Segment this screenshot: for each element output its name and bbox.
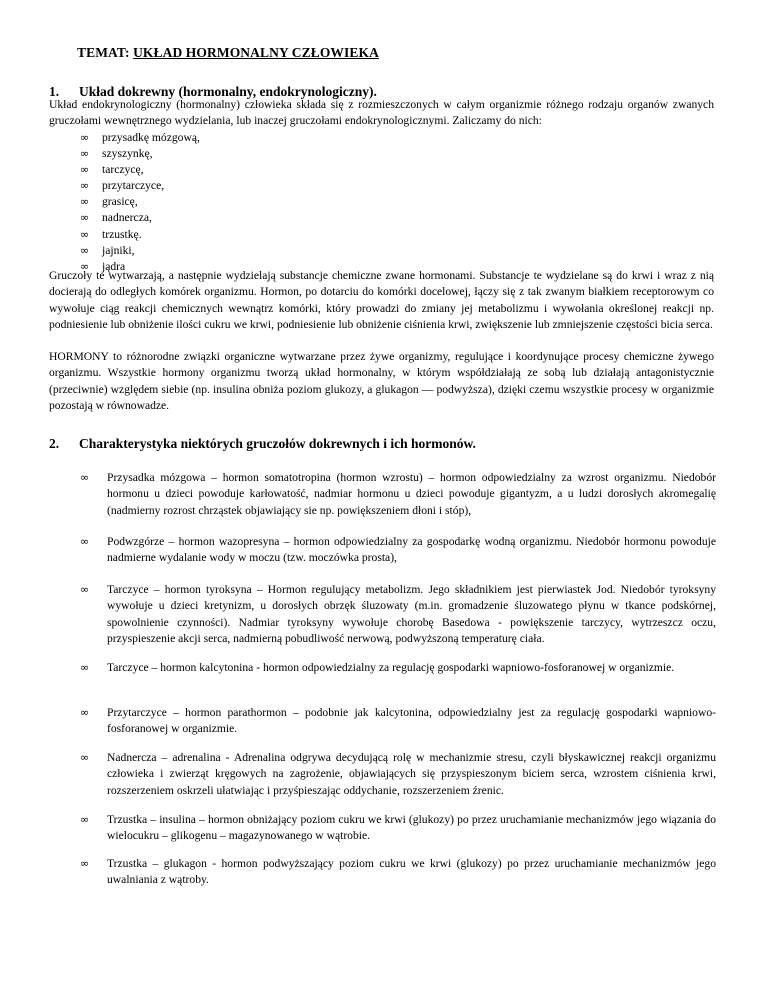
list-item — [80, 194, 380, 210]
infinity-bullet-icon: ∞ — [80, 661, 90, 674]
infinity-bullet-icon: ∞ — [80, 535, 90, 548]
infinity-bullet-icon: ∞ — [80, 147, 90, 161]
list-item — [80, 210, 380, 226]
title-prefix: TEMAT: — [77, 45, 134, 60]
list-item-text: tarczycę, — [102, 163, 144, 177]
section1-intro: Układ endokrynologiczny (hormonalny) człowieka składa się z rozmieszczonych w całym organizmie różnego rodzaju organów zwanych gruczołami wewnętrznego wydzielania, lub inaczej gruczołami endokrynologicznymi. Zaliczamy do nich: — [49, 98, 714, 128]
infinity-bullet-icon: ∞ — [80, 471, 90, 484]
section2-heading — [49, 436, 476, 452]
gland-list — [80, 130, 380, 275]
list-item-text: jajniki, — [102, 243, 135, 257]
infinity-bullet-icon: ∞ — [80, 751, 90, 764]
list-item — [80, 146, 380, 162]
list-item-text: Przytarczyce – hormon parathormon – podobnie jak kalcytonina, odpowiedzialny jest za regulację gospodarki wapniowo-fosforanowej w organizmie. — [107, 706, 716, 736]
title-main: UKŁAD HORMONALNY CZŁOWIEKA — [133, 45, 379, 60]
list-item-text: Tarczyce – hormon tyroksyna – Hormon regulujący metabolizm. Jego składnikiem jest pierwiastek Jod. Niedobór tyroksyny wywołuje u dzieci kretynizm, u dorosłych obrzęk śluzowaty (m.in. gromadzenie śluzowatego płynu w tkance podskórnej, spowolnienie czynności). Nadmiar tyroksyny wywołuje chorobę Basedowa - powiększenie tarczycy, wytrzeszcz oczu, przyspieszenie akcji serca, nadmierną pobudliwość nerwową, podwyższoną temperaturę ciała. — [107, 583, 716, 645]
list-item-text: jądra — [102, 259, 126, 273]
list-item-text: Nadnercza – adrenalina - Adrenalina odgrywa decydującą rolę w mechanizmie stresu, czyli błyskawicznej reakcji organizmu człowieka i zwierząt kręgowych na zagrożenie, objawiających się przyspieszonym biciem serca, wzrostem ciśnienia krwi, rozszerzeniem oskrzeli ułatwiając i przyśpieszając oddychanie, rozszerzeniem źrenic. — [107, 751, 716, 797]
section2-heading-text: Charakterystyka niektórych gruczołów dokrewnych i ich hormonów. — [79, 436, 476, 451]
document-title — [77, 45, 379, 61]
list-item-text: szyszynkę, — [102, 147, 153, 161]
list-item-text: przytarczyce, — [102, 179, 165, 193]
infinity-bullet-icon: ∞ — [80, 179, 90, 193]
list-item — [80, 178, 380, 194]
infinity-bullet-icon: ∞ — [80, 243, 90, 257]
infinity-bullet-icon: ∞ — [80, 163, 90, 177]
list-item-text: grasicę, — [102, 195, 138, 209]
infinity-bullet-icon: ∞ — [80, 131, 90, 144]
infinity-bullet-icon: ∞ — [80, 706, 90, 719]
list-item-text: Trzustka – glukagon - hormon podwyższający poziom cukru we krwi (glukozy) po przez uruchamianie mechanizmów jego uwalniania z wątroby. — [107, 857, 716, 887]
section1-number: 1. — [49, 84, 60, 99]
list-item-text: przysadkę mózgową, — [102, 131, 200, 144]
list-item-text: Przysadka mózgowa – hormon somatotropina (hormon wzrostu) – hormon odpowiedzialny za wzrost organizmu. Niedobór hormonu u dzieci powoduje karłowatość, nadmiar hormonu u dzieci powoduje gigantyzm, a u ludzi dorosłych akromegalię (nadmierny rozrost chrząstek objawiający sie np. powiększeniem dłoni i stóp), — [107, 471, 716, 517]
list-item — [80, 162, 380, 178]
infinity-bullet-icon: ∞ — [80, 259, 90, 273]
section1-paragraph-hormones-release: Gruczoły te wytwarzają, a następnie wydzielają substancje chemiczne zwane hormonami. Substancje te wydzielane są do krwi i wraz z nią docierają do odległych komórek organizmu. Hormon, po dotarciu do komórki docelowej, łączy się z tak zwanym białkiem receptorowym co wywołuje ciąg reakcji chemicznych wewnątrz komórki, który prowadzi do zmiany jej metabolizmu i wywołania określonej reakcji np. podniesienie lub obniżenie ilości cukru we krwi, podniesienie lub obniżenie ciśnienia krwi, zwiększenie lub zmniejszenie częstości bicia serca. — [49, 269, 714, 331]
infinity-bullet-icon: ∞ — [80, 227, 90, 241]
list-item-text: trzustkę. — [102, 227, 142, 241]
section1-heading-text: Układ dokrewny (hormonalny, endokrynologiczny). — [79, 84, 377, 99]
section1-paragraph-hormones-definition: HORMONY to różnorodne związki organiczne wytwarzane przez żywe organizmy, regulujące i koordynujące procesy chemiczne żywego organizmu. Wszystkie hormony organizmu tworzą układ hormonalny, w którym współdziałają ze sobą lub działają antagonistycznie (przeciwnie) względem siebie (np. insulina obniża poziom glukozy, a glukagon — podwyższa), dzięki czemu wszystkie procesy w organizmie pozostają w równowadze. — [49, 350, 714, 412]
infinity-bullet-icon: ∞ — [80, 211, 90, 225]
list-item-text: Tarczyce – hormon kalcytonina - hormon odpowiedzialny za regulację gospodarki wapniowo-fosforanowej w organizmie. — [107, 661, 675, 674]
infinity-bullet-icon: ∞ — [80, 857, 90, 870]
infinity-bullet-icon: ∞ — [80, 195, 90, 209]
list-item — [80, 227, 380, 243]
infinity-bullet-icon: ∞ — [80, 583, 90, 596]
section2-number: 2. — [49, 436, 60, 451]
list-item-text: Podwzgórze – hormon wazopresyna – hormon odpowiedzialny za gospodarkę wodną organizmu. Niedobór hormonu powoduje nadmierne wydalanie wody w moczu (tzw. moczówka prosta), — [107, 535, 716, 565]
list-item — [80, 243, 380, 259]
list-item-text: nadnercza, — [102, 211, 152, 225]
list-item-text: Trzustka – insulina – hormon obniżający poziom cukru we krwi (glukozy) po przez uruchamianie mechanizmów jego wiązania do wielocukru – glikogenu – magazynowanego w wątrobie. — [107, 813, 716, 843]
infinity-bullet-icon: ∞ — [80, 813, 90, 826]
list-item — [80, 130, 380, 146]
